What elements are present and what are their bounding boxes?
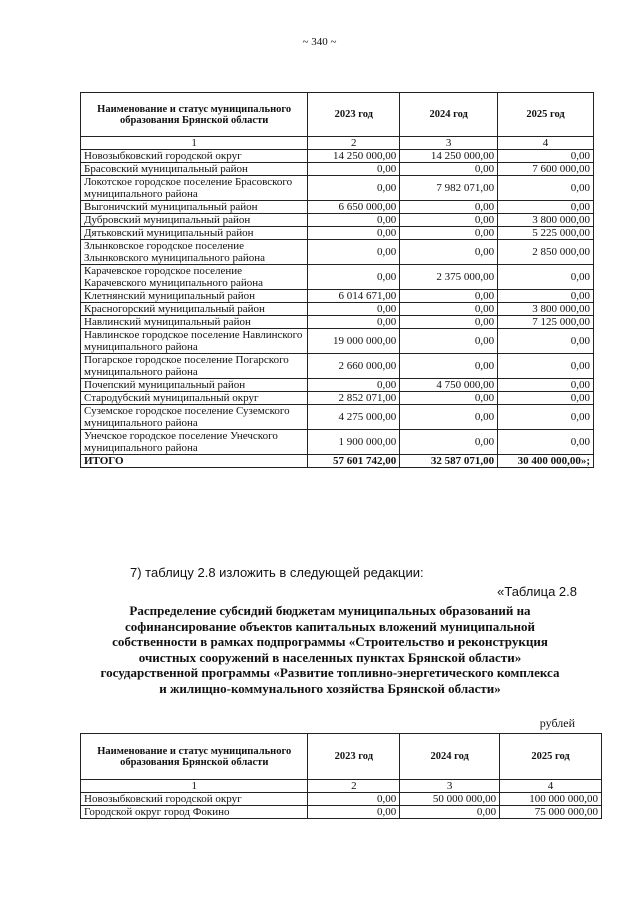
value-2023: 0,00: [308, 227, 400, 240]
total-2024: 32 587 071,00: [400, 455, 498, 468]
table-row: [81, 240, 594, 265]
table-row: [81, 806, 602, 819]
table-title: Распределение субсидий бюджетам муниципальных образований на софинансирование объектов капитальных вложений муниципальной собственности в рамках подпрограммы «Строительство и реконструкция очистных сооружений в населенных пунктах Брянской области» государственной программы «Развитие топливно-энергетического комплекса и жилищно-коммунального хозяйства Брянской области»: [100, 603, 560, 696]
value-2025: 0,00: [498, 150, 594, 163]
value-2025: 0,00: [498, 201, 594, 214]
value-2023: 0,00: [308, 214, 400, 227]
table-row: [81, 354, 594, 379]
index-cell: 2: [308, 137, 400, 150]
municipality-name: Навлинский муниципальный район: [81, 316, 308, 329]
instruction-text: 7) таблицу 2.8 изложить в следующей редакции:: [130, 565, 424, 580]
index-cell: 2: [308, 780, 400, 793]
header-2023: 2023 год: [308, 93, 400, 137]
value-2023: 0,00: [308, 176, 400, 201]
value-2024: 0,00: [400, 430, 498, 455]
municipality-name: Брасовский муниципальный район: [81, 163, 308, 176]
value-2023: 6 014 671,00: [308, 290, 400, 303]
table-row: [81, 405, 594, 430]
municipality-name: Унечское городское поселение Унечского муниципального района: [81, 430, 308, 455]
table-row: [81, 201, 594, 214]
value-2025: 3 800 000,00: [498, 214, 594, 227]
table-row: [81, 329, 594, 354]
header-2024: 2024 год: [400, 93, 498, 137]
value-2024: 0,00: [400, 240, 498, 265]
value-2023: 14 250 000,00: [308, 150, 400, 163]
municipality-name: Дятьковский муниципальный район: [81, 227, 308, 240]
municipality-name: Новозыбковский городской округ: [81, 150, 308, 163]
header-2023: 2023 год: [308, 734, 400, 780]
value-2023: 0,00: [308, 163, 400, 176]
value-2024: 0,00: [400, 201, 498, 214]
subsidy-table-2: [80, 733, 602, 819]
value-2025: 0,00: [498, 354, 594, 379]
municipality-name: Стародубский муниципальный округ: [81, 392, 308, 405]
municipality-name: Новозыбковский городской округ: [81, 793, 308, 806]
value-2023: 1 900 000,00: [308, 430, 400, 455]
value-2025: 75 000 000,00: [500, 806, 602, 819]
municipality-name: Суземское городское поселение Суземского муниципального района: [81, 405, 308, 430]
unit-label: рублей: [539, 716, 575, 730]
municipality-name: Погарское городское поселение Погарского муниципального района: [81, 354, 308, 379]
index-cell: 3: [400, 137, 498, 150]
page-number: ~ 340 ~: [302, 36, 337, 48]
value-2025: 5 225 000,00: [498, 227, 594, 240]
header-name: Наименование и статус муниципального образования Брянской области: [81, 93, 308, 137]
value-2025: 3 800 000,00: [498, 303, 594, 316]
table-row: [81, 265, 594, 290]
value-2023: 2 660 000,00: [308, 354, 400, 379]
municipality-name: Злынковское городское поселение Злынковского муниципального района: [81, 240, 308, 265]
value-2024: 0,00: [400, 303, 498, 316]
index-row: [81, 137, 594, 150]
table-row: [81, 214, 594, 227]
value-2023: 0,00: [308, 240, 400, 265]
value-2024: 0,00: [400, 163, 498, 176]
value-2023: 19 000 000,00: [308, 329, 400, 354]
municipality-name: Почепский муниципальный район: [81, 379, 308, 392]
value-2025: 0,00: [498, 329, 594, 354]
value-2023: 0,00: [308, 806, 400, 819]
value-2024: 0,00: [400, 290, 498, 303]
table-header-row: [81, 93, 594, 137]
value-2024: 0,00: [400, 405, 498, 430]
index-cell: 1: [81, 780, 308, 793]
value-2024: 14 250 000,00: [400, 150, 498, 163]
value-2023: 0,00: [308, 379, 400, 392]
value-2023: 0,00: [308, 316, 400, 329]
value-2023: 0,00: [308, 265, 400, 290]
index-cell: 4: [498, 137, 594, 150]
value-2025: 2 850 000,00: [498, 240, 594, 265]
header-name: Наименование и статус муниципального образования Брянской области: [81, 734, 308, 780]
total-row: [81, 455, 594, 468]
subsidy-table-1: [80, 92, 594, 468]
value-2025: 0,00: [498, 290, 594, 303]
municipality-name: Локотское городское поселение Брасовского муниципального района: [81, 176, 308, 201]
total-2023: 57 601 742,00: [308, 455, 400, 468]
value-2024: 0,00: [400, 806, 500, 819]
value-2023: 6 650 000,00: [308, 201, 400, 214]
total-label: ИТОГО: [81, 455, 308, 468]
municipality-name: Выгоничский муниципальный район: [81, 201, 308, 214]
table-row: [81, 379, 594, 392]
value-2024: 0,00: [400, 227, 498, 240]
value-2024: 4 750 000,00: [400, 379, 498, 392]
header-2025: 2025 год: [500, 734, 602, 780]
value-2024: 7 982 071,00: [400, 176, 498, 201]
value-2025: 0,00: [498, 265, 594, 290]
value-2023: 4 275 000,00: [308, 405, 400, 430]
value-2024: 0,00: [400, 392, 498, 405]
municipality-name: Навлинское городское поселение Навлинского муниципального района: [81, 329, 308, 354]
value-2025: 0,00: [498, 176, 594, 201]
table-row: [81, 303, 594, 316]
municipality-name: Клетнянский муниципальный район: [81, 290, 308, 303]
table-row: [81, 316, 594, 329]
table-row: [81, 176, 594, 201]
table-row: [81, 290, 594, 303]
value-2025: 7 125 000,00: [498, 316, 594, 329]
value-2025: 0,00: [498, 405, 594, 430]
header-2024: 2024 год: [400, 734, 500, 780]
value-2024: 0,00: [400, 329, 498, 354]
value-2025: 100 000 000,00: [500, 793, 602, 806]
table-row: [81, 430, 594, 455]
value-2025: 0,00: [498, 430, 594, 455]
value-2025: 7 600 000,00: [498, 163, 594, 176]
value-2024: 0,00: [400, 354, 498, 379]
table-label: «Таблица 2.8: [497, 584, 577, 599]
value-2024: 2 375 000,00: [400, 265, 498, 290]
table-row: [81, 150, 594, 163]
value-2024: 0,00: [400, 214, 498, 227]
index-row: [81, 780, 602, 793]
value-2023: 0,00: [308, 303, 400, 316]
table-row: [81, 163, 594, 176]
value-2023: 0,00: [308, 793, 400, 806]
municipality-name: Красногорский муниципальный район: [81, 303, 308, 316]
value-2024: 0,00: [400, 316, 498, 329]
table-row: [81, 227, 594, 240]
table-row: [81, 392, 594, 405]
value-2023: 2 852 071,00: [308, 392, 400, 405]
value-2024: 50 000 000,00: [400, 793, 500, 806]
value-2025: 0,00: [498, 379, 594, 392]
table-row: [81, 793, 602, 806]
municipality-name: Карачевское городское поселение Карачевского муниципального района: [81, 265, 308, 290]
header-2025: 2025 год: [498, 93, 594, 137]
municipality-name: Дубровский муниципальный район: [81, 214, 308, 227]
index-cell: 3: [400, 780, 500, 793]
index-cell: 4: [500, 780, 602, 793]
value-2025: 0,00: [498, 392, 594, 405]
total-2025: 30 400 000,00»;: [498, 455, 594, 468]
index-cell: 1: [81, 137, 308, 150]
municipality-name: Городской округ город Фокино: [81, 806, 308, 819]
table-header-row: [81, 734, 602, 780]
